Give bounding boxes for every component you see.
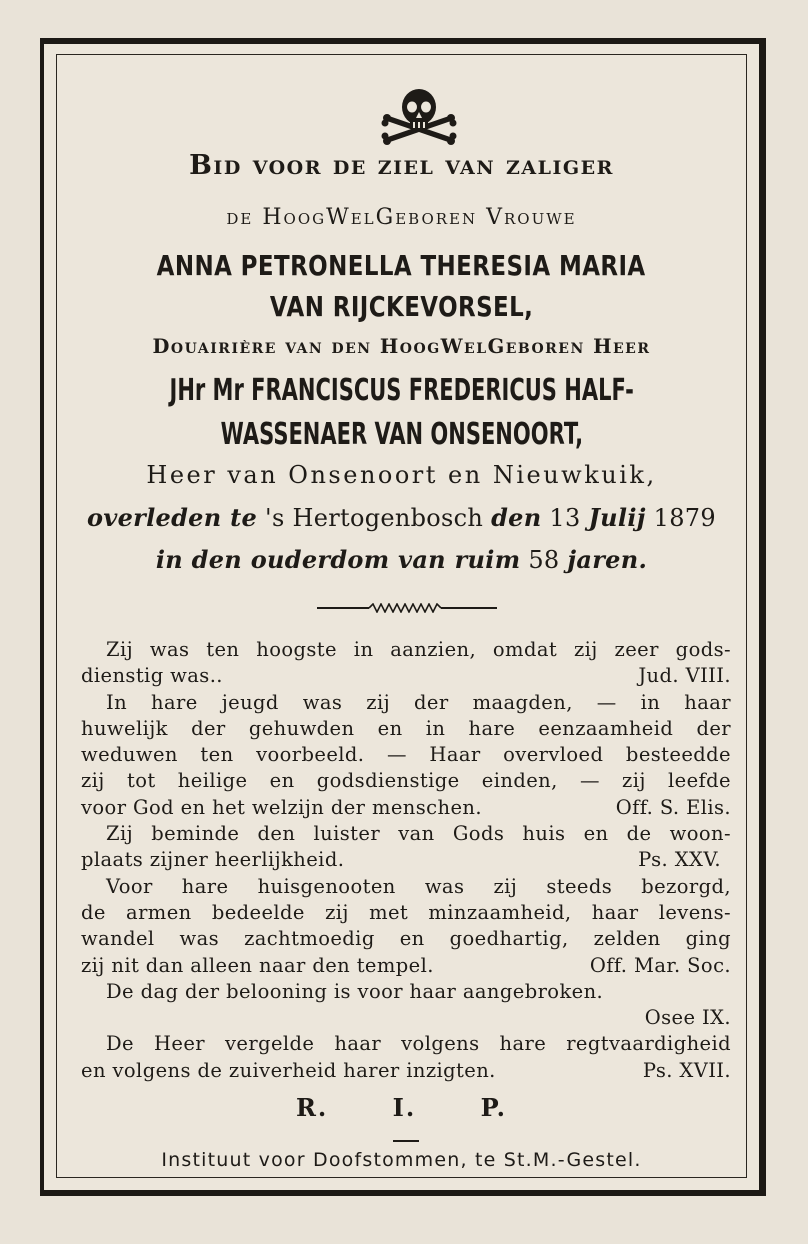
widow-line: Douairière van den HoogWelGeboren Heer [152,335,651,358]
deceased-name-line-2: VAN RIJCKEVORSEL, [269,290,534,323]
skull-crossbones-icon [379,85,459,147]
death-month: Julij [588,503,646,532]
citation-off-elis: Off. S. Elis. [615,795,731,819]
husband-name-line-1: JHr Mr FRANCISCUS FREDERICUS HALF- [169,373,634,408]
rip-line [57,1093,746,1122]
husband-name-line-2: WASSENAER VAN ONSENOORT, [220,417,583,452]
memorial-card [40,38,766,1196]
text-line-5: weduwen ten voorbeeld. — Haar overvloed besteedde [81,743,731,767]
citation-osee: Osee IX. [644,1006,731,1030]
rip-i: I. [392,1093,417,1122]
age-word-jaren: jaren. [567,545,648,574]
text-line-7-main: voor God en het welzijn der menschen. [81,795,482,819]
text-line-12: wandel was zachtmoedig en goedhartig, zelden ging [81,927,731,951]
text-line-6: zij tot heilige en godsdienstige einden, — zij leefde [81,769,731,793]
age-years: 58 [528,546,560,574]
text-line-17 [81,1058,731,1084]
citation-jud: Jud. VIII. [638,664,731,688]
citation-ps-xvii: Ps. XVII. [642,1058,731,1082]
printer-imprint: Instituut voor Doofstommen, te St.M.-Gestel. [161,1149,642,1171]
text-line-13-main: zij nit dan alleen naar den tempel. [81,953,434,977]
citation-off-mar: Off. Mar. Soc. [589,953,731,977]
honorific-line: de HoogWelGeboren Vrouwe [226,205,577,230]
text-line-10: Voor hare huisgenooten was zij steeds bezorgd, [106,874,731,898]
text-line-14: De dag der belooning is voor haar aangebroken. [106,979,604,1003]
text-line-2 [81,663,731,689]
text-line-8: Zij beminde den luister van Gods huis en de woon- [106,822,731,846]
death-line [57,503,746,532]
text-line-17-main: en volgens de zuiverheid harer inzigten. [81,1058,496,1082]
citation-ps-xxv: Ps. XXV. [638,848,721,872]
text-line-4: huwelijk der gehuwden en in hare eenzaamheid der [81,716,731,740]
death-word-den: den [491,503,542,532]
death-word-overleden: overleden te [87,503,258,532]
divider-dash [393,1140,419,1142]
age-line [57,545,746,574]
rip-r: R. [295,1093,329,1122]
text-line-3: In hare jeugd was zij der maagden, — in haar [106,690,731,714]
ornamental-separator [317,603,497,613]
text-line-16: De Heer vergelde haar volgens hare regtvaardigheid [106,1032,731,1056]
rip-p: P. [480,1093,508,1122]
death-day: 13 [549,504,581,532]
text-line-2-main: dienstig was.. [81,664,223,688]
text-line-9 [81,847,731,873]
text-line-15 [81,1005,731,1031]
text-line-1: Zij was ten hoogste in aanzien, omdat zij zeer gods- [106,638,731,661]
text-line-11: de armen bedeelde zij met minzaamheid, haar levens- [81,900,731,924]
text-line-13 [81,953,731,979]
death-year: 1879 [653,504,716,532]
text-line-9-main: plaats zijner heerlijkheid. [81,848,345,872]
inner-frame [56,54,747,1178]
death-place: 's Hertogenbosch [265,504,484,532]
invocation-line: Bid voor de ziel van zaliger [189,150,614,181]
deceased-name-line-1: ANNA PETRONELLA THERESIA MARIA [157,249,646,282]
text-line-7 [81,795,731,821]
husband-title-line: Heer van Onsenoort en Nieuwkuik, [146,461,657,489]
scripture-text [81,637,731,1084]
age-words: in den ouderdom van ruim [155,545,521,574]
